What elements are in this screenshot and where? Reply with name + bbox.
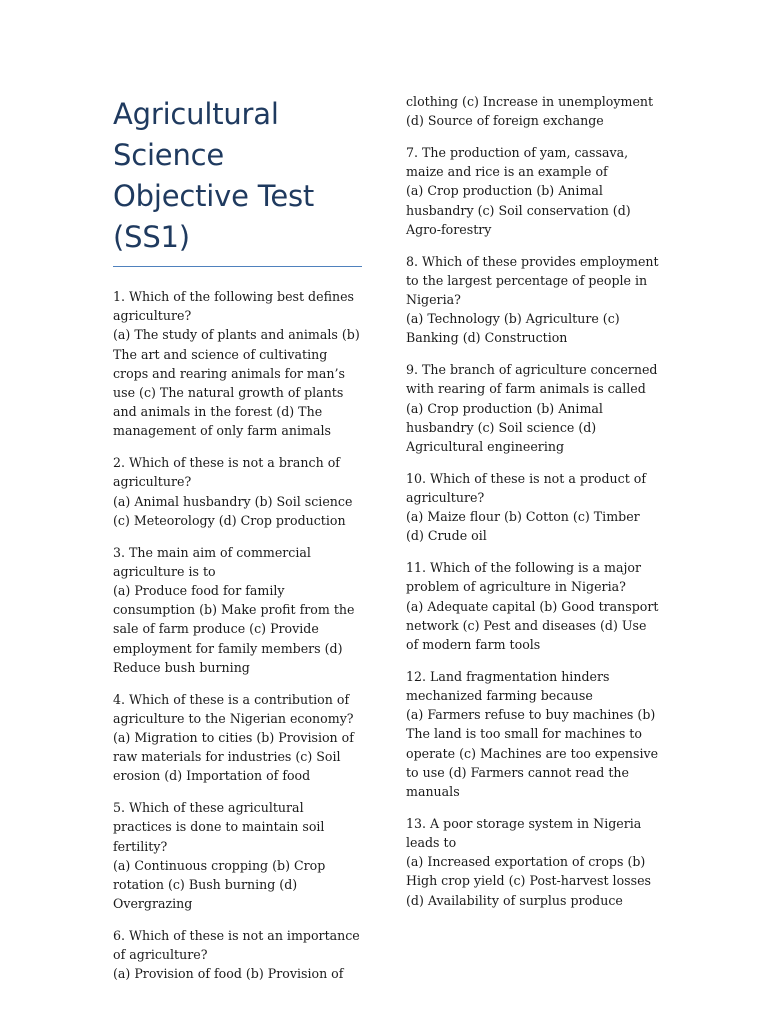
- question-stem: 7. The production of yam, cassava, maize and rice is an example of: [406, 145, 629, 180]
- question-options: (a) Technology (b) Agriculture (c) Banking (d) Construction: [406, 311, 620, 346]
- question-options: (a) Migration to cities (b) Provision of raw materials for industries (c) Soil erosion (d) Importation of food: [113, 730, 354, 784]
- question-options: (a) Increased exportation of crops (b) High crop yield (c) Post-harvest losses (d) Availability of surplus produce: [406, 854, 651, 908]
- question-item: [406, 360, 660, 456]
- question-stem: 11. Which of the following is a major problem of agriculture in Nigeria?: [406, 560, 641, 595]
- left-column: [113, 0, 363, 996]
- question-stem: 9. The branch of agriculture concerned with rearing of farm animals is called: [406, 362, 658, 397]
- question-options: (a) Crop production (b) Animal husbandry (c) Soil conservation (d) Agro-forestry: [406, 183, 631, 237]
- question-item: [406, 252, 660, 348]
- question-stem: 12. Land fragmentation hinders mechanized farming because: [406, 668, 610, 704]
- question-options: (a) The study of plants and animals (b) The art and science of cultivating crops and rearing animals for man’s use (c) The natural growth of plants and animals in the forest (d) The management of only farm animals: [113, 327, 360, 439]
- right-question-list: [406, 92, 660, 910]
- question-options: (a) Provision of food (b) Provision of: [113, 966, 344, 982]
- question-item: [113, 543, 363, 677]
- question-options: clothing (c) Increase in unemployment (d) Source of foreign exchange: [406, 94, 654, 129]
- question-item: [113, 926, 363, 984]
- left-question-list: [113, 287, 363, 984]
- question-stem: 3. The main aim of commercial agriculture is to: [113, 544, 311, 579]
- question-options: (a) Farmers refuse to buy machines (b) The land is too small for machines to operate (c) Machines are too expensive to use (d) Farmers cannot read the manuals: [406, 707, 659, 800]
- question-item: [406, 558, 660, 654]
- question-options: (a) Produce food for family consumption (b) Make profit from the sale of farm produce (c) Provide employment for family members (d) Reduce bush burning: [113, 583, 355, 675]
- question-item: [113, 690, 363, 786]
- question-stem: 2. Which of these is not a branch of agriculture?: [113, 455, 340, 490]
- question-options: (a) Adequate capital (b) Good transport network (c) Pest and diseases (d) Use of modern farm tools: [406, 598, 659, 653]
- question-continuation: [406, 92, 660, 130]
- question-options: (a) Animal husbandry (b) Soil science (c) Meteorology (d) Crop production: [113, 493, 353, 528]
- question-item: [406, 667, 660, 801]
- title-underline: [113, 266, 362, 267]
- document-title: Agricultural Science Objective Test (SS1): [113, 97, 315, 254]
- question-item: [406, 143, 660, 239]
- question-item: [113, 287, 363, 441]
- question-stem: 4. Which of these is a contribution of agriculture to the Nigerian economy?: [113, 691, 354, 726]
- question-item: [113, 798, 363, 913]
- question-item: [406, 469, 660, 546]
- question-stem: 10. Which of these is not a product of agriculture?: [406, 470, 647, 506]
- question-item: [406, 814, 660, 910]
- question-options: (a) Maize flour (b) Cotton (c) Timber (d) Crude oil: [406, 509, 640, 544]
- question-stem: 8. Which of these provides employment to the largest percentage of people in Nigeria?: [406, 253, 659, 308]
- question-stem: 13. A poor storage system in Nigeria leads to: [406, 815, 642, 851]
- question-options: (a) Continuous cropping (b) Crop rotation (c) Bush burning (d) Overgrazing: [113, 857, 326, 912]
- question-stem: 5. Which of these agricultural practices is done to maintain soil fertility?: [113, 800, 325, 854]
- question-options: (a) Crop production (b) Animal husbandry (c) Soil science (d) Agricultural engineering: [406, 400, 603, 455]
- question-stem: 1. Which of the following best defines agriculture?: [113, 289, 354, 324]
- question-item: [113, 453, 363, 530]
- question-stem: 6. Which of these is not an importance of agriculture?: [113, 928, 360, 963]
- right-column: [406, 92, 660, 922]
